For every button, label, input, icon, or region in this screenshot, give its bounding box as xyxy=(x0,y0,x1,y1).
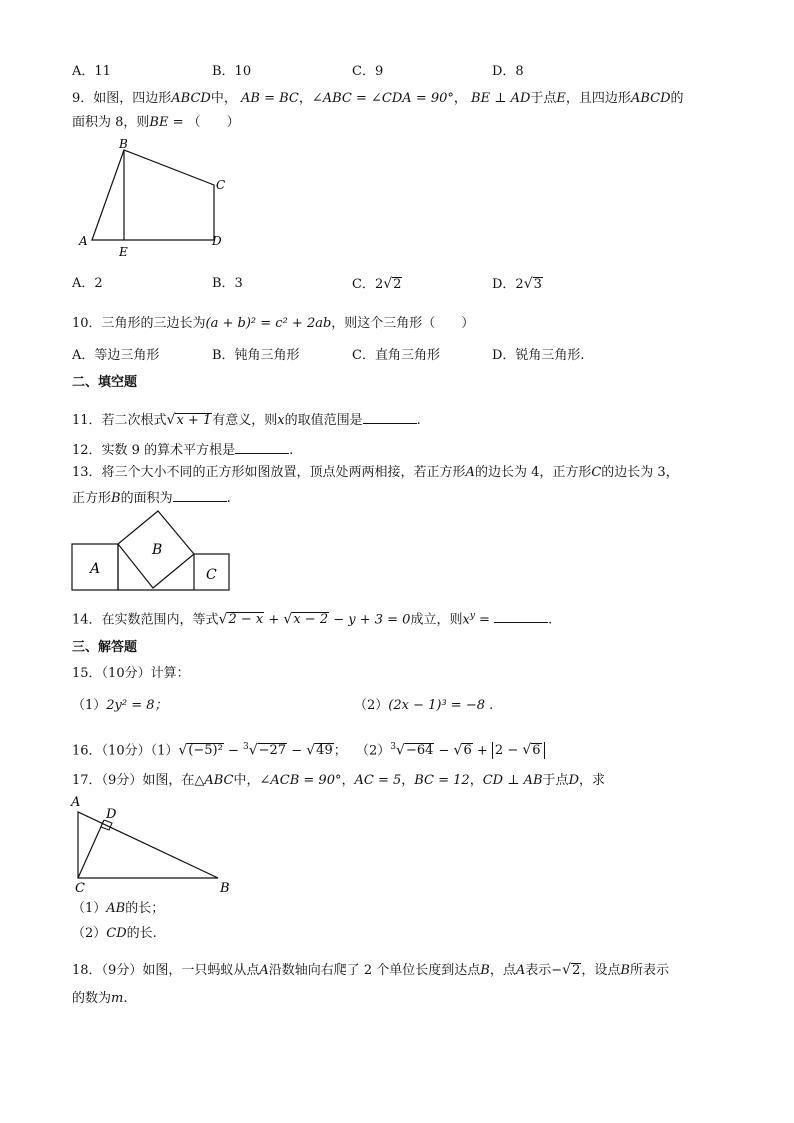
q15-part-label: （2） xyxy=(354,698,389,713)
q9-label-b: B xyxy=(119,137,128,151)
q9-text: 的 xyxy=(670,91,684,106)
q11: 11．若二次根式√x + 1有意义，则x的取值范围是 . xyxy=(72,409,421,431)
q13-var: A xyxy=(465,465,475,480)
q18-point: A xyxy=(259,963,269,978)
q9-option-d: D．2√3 xyxy=(492,276,542,292)
q18-text: ，设点 xyxy=(581,963,621,978)
q17-label-b: B xyxy=(220,881,230,896)
q14-radicand-2: x − 2 xyxy=(293,612,329,628)
q18-text: 的数为 xyxy=(72,991,112,1006)
q13-text: 的边长为 3， xyxy=(601,465,679,480)
q13-var: B xyxy=(111,491,121,506)
q9-option-c-text: C．2 xyxy=(352,277,384,292)
q18-radicand: 2 xyxy=(572,963,581,978)
q13-label-c: C xyxy=(206,567,217,583)
q17-sub-2 xyxy=(72,924,157,944)
q16-radicand: −27 xyxy=(258,743,287,759)
q18-text: 沿数轴向右爬了 2 个单位长度到达点 xyxy=(268,963,481,978)
q9-label-c: C xyxy=(216,178,226,192)
q17-sub-text: 的长； xyxy=(125,901,165,916)
q8-option-b: B．10 xyxy=(212,64,252,79)
q11-answer-blank[interactable] xyxy=(363,409,417,424)
q16-op: + xyxy=(472,743,492,759)
q9-text: 面积为 8，则 xyxy=(72,115,150,130)
q17-triangle-figure xyxy=(66,792,246,896)
q9-option-d-text: D．2 xyxy=(492,277,524,292)
q9-condition: AB = BC xyxy=(241,91,299,106)
q11-text: 11．若二次根式 xyxy=(72,413,167,428)
q14-text: . xyxy=(548,612,553,628)
q13-text: 13．将三个大小不同的正方形如图放置，顶点处两两相接，若正方形 xyxy=(72,465,466,480)
q16-part-label: （2） xyxy=(356,743,391,759)
q13-squares-figure xyxy=(70,508,235,592)
q18-text: 所表示 xyxy=(629,963,669,978)
q9-condition: BE ⊥ AD xyxy=(471,91,531,106)
q16-abs-text: 2 − xyxy=(494,743,523,759)
q12-answer-blank[interactable] xyxy=(235,439,289,454)
q10-stem xyxy=(72,314,474,334)
q13-label-b: B xyxy=(152,542,163,558)
q17-triangle: △ABC xyxy=(194,773,234,788)
q18-point: A xyxy=(515,963,526,978)
q16-op: − xyxy=(287,743,307,759)
q10-text: 10．三角形的三边长为 xyxy=(72,316,206,331)
q17-condition: ∠ACB = 90° xyxy=(259,773,342,788)
q9-option-b: B．3 xyxy=(212,276,243,291)
q8-option-a: A．11 xyxy=(72,64,111,79)
q9-var: BE xyxy=(149,115,169,130)
q17-label-d: D xyxy=(106,807,117,822)
q9-text: ，且四边形 xyxy=(565,91,631,106)
q17-text: 中， xyxy=(233,773,260,788)
q9-point: E xyxy=(556,91,566,106)
q9-option-c-radicand: 2 xyxy=(393,277,402,292)
q18-line-2 xyxy=(72,989,127,1009)
q17-sub-1 xyxy=(72,899,164,919)
q13-answer-blank[interactable] xyxy=(173,487,227,502)
q14-answer-blank[interactable] xyxy=(494,608,548,623)
q14-base: x xyxy=(462,612,470,628)
q16-radicand: −64 xyxy=(405,743,434,759)
q17-condition: AC = 5 xyxy=(354,773,402,788)
q17-label-a: A xyxy=(71,795,81,810)
q9-text: ， xyxy=(453,91,467,106)
q11-text: 有意义，则 xyxy=(212,413,278,428)
q17-condition: CD ⊥ AB xyxy=(482,773,543,788)
q9-condition: ∠ABC = ∠CDA = 90° xyxy=(311,91,454,106)
q15-part-2 xyxy=(354,696,493,716)
q10-option-c: C．直角三角形 xyxy=(352,348,440,363)
q16-op: − xyxy=(434,743,454,759)
q9-text: ， xyxy=(298,91,312,106)
q17-sub-var: CD xyxy=(106,926,127,941)
q16-radicand: 6 xyxy=(532,743,541,759)
q17-label-c: C xyxy=(75,881,85,896)
q17-text: ， xyxy=(469,773,483,788)
q11-var: x xyxy=(277,413,285,428)
q15-part-label: （1） xyxy=(72,698,107,713)
q9-label-a: A xyxy=(79,234,88,248)
q9-text: = （ ） xyxy=(168,115,240,130)
q15-part-1 xyxy=(72,696,168,716)
q18-text: 表示 xyxy=(525,963,552,978)
q14-exponent: y xyxy=(469,611,475,621)
q17-condition: BC = 12 xyxy=(414,773,470,788)
q15-equation-1: 2y² = 8； xyxy=(106,698,168,713)
section-fill-in-heading: 二、填空题 xyxy=(72,375,138,390)
q16-part-2: $(2)^3√-64 - √6 + 2 - √6$ xyxy=(356,737,545,761)
q13-line-1 xyxy=(72,463,679,483)
q15-title: 15．（10分）计算： xyxy=(72,666,190,681)
q17-sub-label: （2） xyxy=(72,926,107,941)
q17-text: 于点 xyxy=(542,773,569,788)
q13-text: 的面积为 xyxy=(120,491,173,506)
q14-equation: − y + 3 = 0 xyxy=(329,612,411,628)
q13-text: 正方形 xyxy=(72,491,112,506)
q13-text: . xyxy=(226,491,231,506)
q16-root-index: 3 xyxy=(242,742,249,752)
q15-equation-2: (2x − 1)³ = −8 . xyxy=(388,698,494,713)
q18-op: − xyxy=(551,963,563,978)
q9-quadrilateral-figure xyxy=(72,136,232,260)
q18-line-1: 18．（9分）如图，一只蚂蚁从点A沿数轴向右爬了 2 个单位长度到达点B，点A表示−√2，设点B所表示 xyxy=(72,962,669,978)
q13-label-a: A xyxy=(90,561,101,577)
q17-sub-var: AB xyxy=(106,901,126,916)
q11-radicand: x + 1 xyxy=(176,413,212,428)
q10-option-a: A．等边三角形 xyxy=(72,348,160,363)
q9-quad: ABCD xyxy=(630,91,671,106)
q14-op: = xyxy=(474,612,495,628)
q18-text: 18．（9分）如图，一只蚂蚁从点 xyxy=(72,963,260,978)
q16-op: ； xyxy=(333,743,347,759)
q9-option-d-radicand: 3 xyxy=(533,277,542,292)
q9-line-2 xyxy=(72,113,240,133)
q17-stem xyxy=(72,771,605,791)
q16: 16．（10分）（1）√(−5)² − $^3$√−27 − √49； xyxy=(72,742,347,759)
q14-radicand-1: 2 − x xyxy=(228,612,264,628)
q10-option-b: B．钝角三角形 xyxy=(212,348,300,363)
section-solve-heading: 三、解答题 xyxy=(72,640,138,655)
q9-label-d: D xyxy=(212,234,222,248)
q8-option-c: C．9 xyxy=(352,64,384,79)
q18-text: . xyxy=(123,991,128,1006)
q14: 14．在实数范围内，等式√2 − x + √x − 2 − y + 3 = 0成立，则$x^y$ = . xyxy=(72,606,552,630)
q13-text: 的边长为 4，正方形 xyxy=(474,465,592,480)
q9-text: 中， xyxy=(210,91,237,106)
q9-text: 9．如图，四边形 xyxy=(72,91,172,106)
q9-option-c: C．2√2 xyxy=(352,276,402,292)
q16-absolute-value: 2 − √6 xyxy=(492,742,545,759)
q9-quad: ABCD xyxy=(171,91,211,106)
q12-text: 12．实数 9 的算术平方根是 xyxy=(72,443,236,458)
q13-var: C xyxy=(591,465,602,480)
q12-text: . xyxy=(289,443,294,458)
q17-sub-text: 的长. xyxy=(126,926,157,941)
q9-line-1 xyxy=(72,89,684,109)
q9-text: 于点 xyxy=(530,91,557,106)
q16-title: 16．（10分）（1） xyxy=(72,743,179,759)
q16-radicand: 49 xyxy=(316,743,333,759)
q18-point: B xyxy=(620,963,630,978)
q9-label-e: E xyxy=(119,245,128,259)
q17-text: 17．（9分）如图，在 xyxy=(72,773,195,788)
q16-op: − xyxy=(223,743,243,759)
q10-text: ，则这个三角形（ ） xyxy=(331,316,475,331)
q14-op: + xyxy=(264,612,284,628)
q11-text: . xyxy=(416,413,421,428)
q18-var: m xyxy=(111,991,124,1006)
q10-formula: (a + b)² = c² + 2ab xyxy=(205,316,332,331)
q9-option-a: A．2 xyxy=(72,276,103,291)
q11-text: 的取值范围是 xyxy=(284,413,363,428)
q16-root-index: 3 xyxy=(390,742,397,752)
q14-text: 14．在实数范围内，等式 xyxy=(72,612,219,628)
q18-text: ，点 xyxy=(489,963,516,978)
q17-text: ， xyxy=(341,773,355,788)
q16-radicand: (−5)² xyxy=(188,743,223,759)
q18-point: B xyxy=(480,963,490,978)
q13-line-2 xyxy=(72,487,231,509)
q17-text: ，求 xyxy=(579,773,606,788)
q12 xyxy=(72,439,293,461)
q17-point: D xyxy=(568,773,579,788)
q10-option-d: D．锐角三角形. xyxy=(492,348,585,363)
q17-sub-label: （1） xyxy=(72,901,107,916)
q17-text: ， xyxy=(401,773,415,788)
q8-option-d: D．8 xyxy=(492,64,524,79)
q16-radicand: 6 xyxy=(463,743,472,759)
q14-text: 成立，则 xyxy=(410,612,463,628)
